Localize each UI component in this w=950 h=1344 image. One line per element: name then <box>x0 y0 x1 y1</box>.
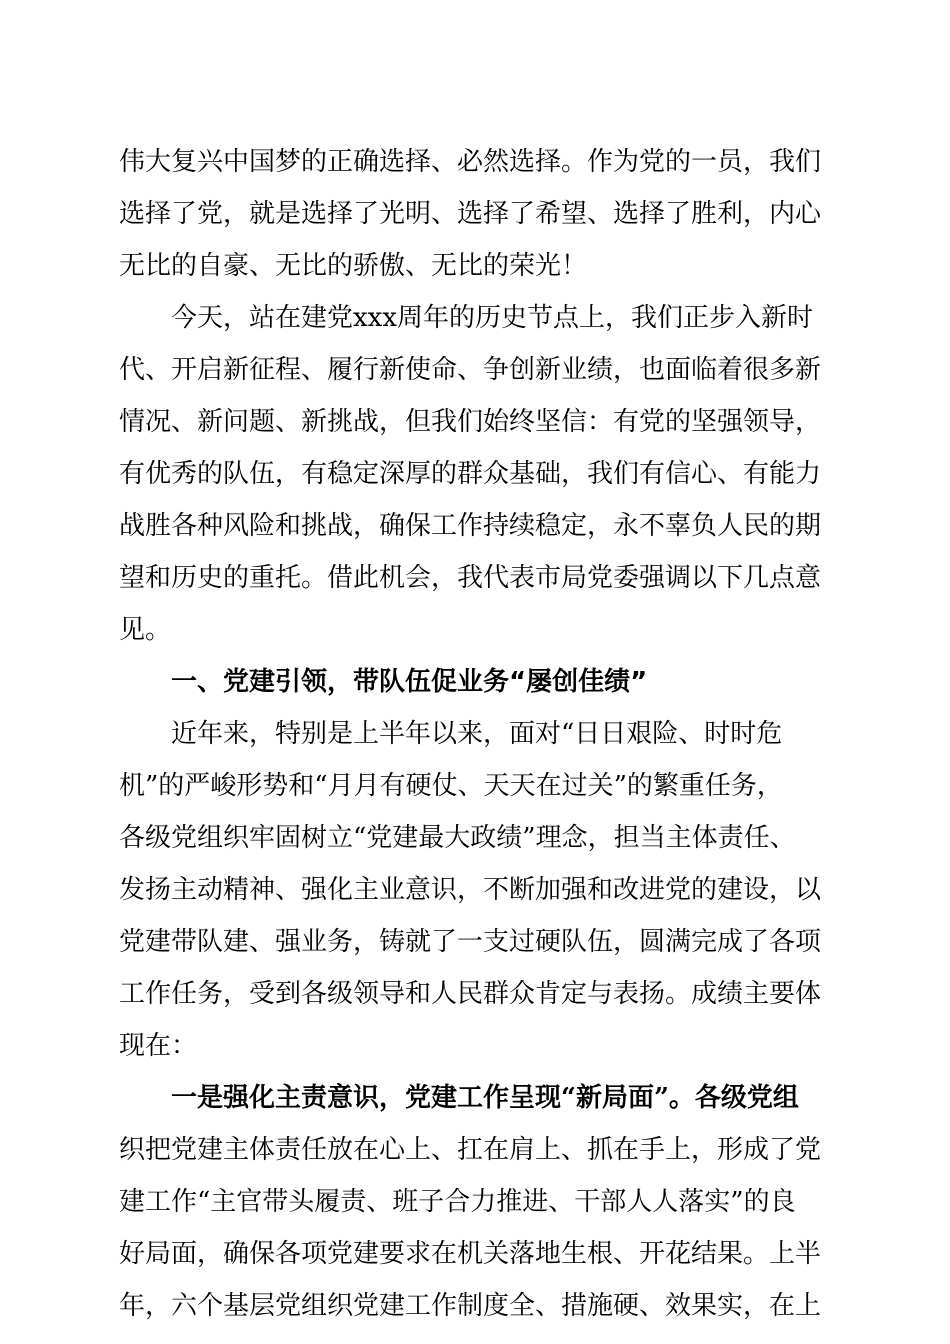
text-line: 情况、新问题、新挑战，但我们始终坚信：有党的坚强领导， <box>119 407 822 437</box>
text-line: 现在： <box>119 1031 198 1061</box>
text-line: 织把党建主体责任放在心上、扛在肩上、抓在手上，形成了党 <box>119 1135 822 1165</box>
text-line: 党建带队建、强业务，铸就了一支过硬队伍，圆满完成了各项 <box>119 927 822 957</box>
text-line: 无比的自豪、无比的骄傲、无比的荣光！ <box>119 251 588 281</box>
text-line: 年，六个基层党组织党建工作制度全、措施硬、效果实，在上 <box>119 1291 822 1321</box>
text-line: 伟大复兴中国梦的正确选择、必然选择。作为党的一员，我们 <box>119 147 822 177</box>
text-line: 建工作“主官带头履责、班子合力推进、干部人人落实”的良 <box>119 1187 796 1217</box>
text-line: 战胜各种风险和挑战，确保工作持续稳定，永不辜负人民的期 <box>119 511 822 541</box>
text-line: 机”的严峻形势和“月月有硬仗、天天在过关”的繁重任务， <box>119 771 783 801</box>
section-heading: 一、党建引领，带队伍促业务“屡创佳绩” <box>171 667 648 697</box>
text-line: 有优秀的队伍，有稳定深厚的群众基础，我们有信心、有能力 <box>119 459 822 489</box>
text-line: 今天，站在建党xxx周年的历史节点上，我们正步入新时 <box>171 303 813 333</box>
text-line: 好局面，确保各项党建要求在机关落地生根、开花结果。上半 <box>119 1239 822 1269</box>
text-line: 近年来，特别是上半年以来，面对“日日艰险、时时危 <box>171 719 783 749</box>
text-line: 见。 <box>119 615 172 645</box>
text-line: 发扬主动精神、强化主业意识，不断加强和改进党的建设，以 <box>119 875 822 905</box>
text-line: 工作任务，受到各级领导和人民群众肯定与表扬。成绩主要体 <box>119 979 822 1009</box>
text-line: 各级党组织牢固树立“党建最大政绩”理念，担当主体责任、 <box>119 823 796 853</box>
text-line: 选择了党，就是选择了光明、选择了希望、选择了胜利，内心 <box>119 199 822 229</box>
text-line: 一是强化主责意识，党建工作呈现“新局面”。各级党组 <box>171 1083 799 1113</box>
text-line: 代、开启新征程、履行新使命、争创新业绩，也面临着很多新 <box>119 355 822 385</box>
text-line: 望和历史的重托。借此机会，我代表市局党委强调以下几点意 <box>119 563 822 593</box>
